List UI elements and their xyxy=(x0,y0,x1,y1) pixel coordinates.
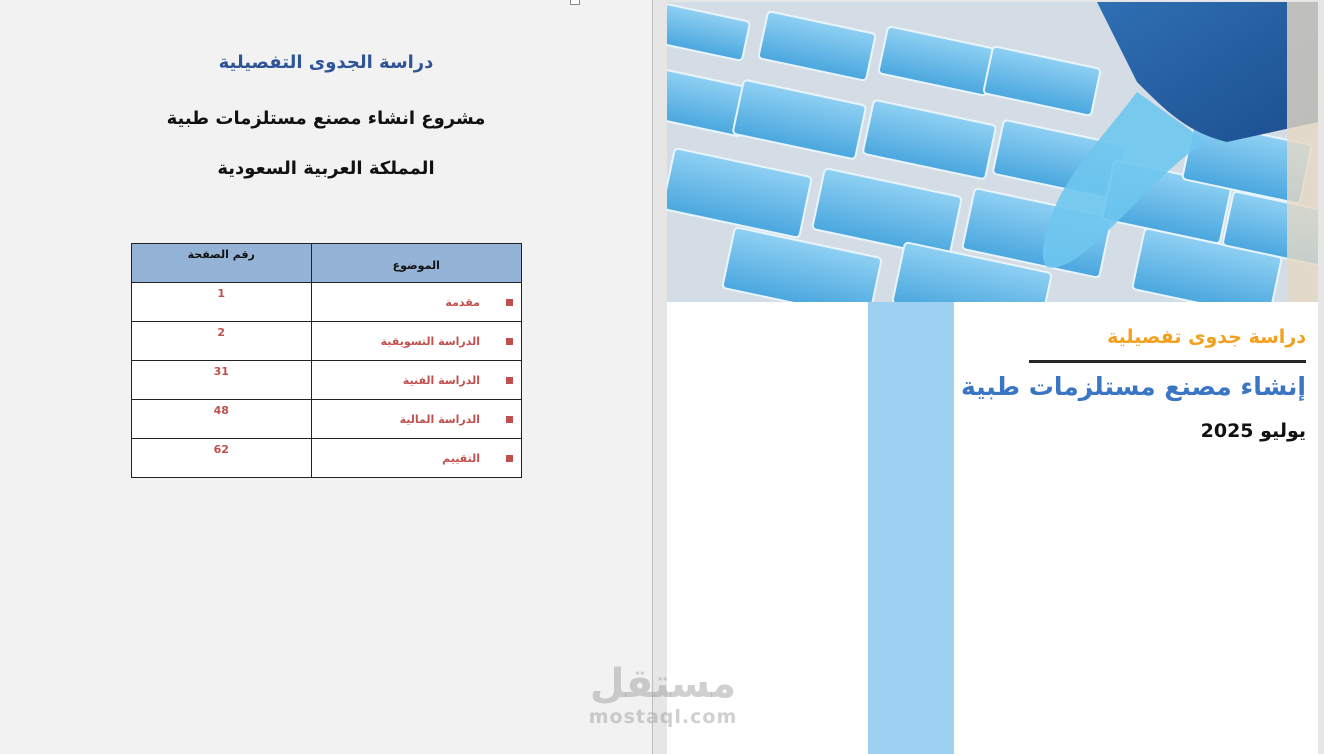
resize-handle[interactable] xyxy=(570,0,580,5)
table-of-contents xyxy=(131,243,522,478)
toc-topic-label: التقييم xyxy=(442,451,480,465)
table-row xyxy=(132,322,522,361)
square-bullet-icon xyxy=(506,416,513,423)
square-bullet-icon xyxy=(506,455,513,462)
table-row xyxy=(132,361,522,400)
left-page xyxy=(0,0,653,754)
watermark-logo-latin: mostaql.com xyxy=(588,706,738,728)
cover-kicker: دراسة جدوى تفصيلية xyxy=(1107,326,1306,348)
toc-page-number: 2 xyxy=(132,322,312,361)
toc-topic xyxy=(311,439,521,478)
toc-topic xyxy=(311,361,521,400)
medical-masks-photo xyxy=(667,2,1318,302)
toc-topic-label: مقدمة xyxy=(445,295,480,309)
toc-topic xyxy=(311,322,521,361)
accent-band xyxy=(868,302,954,754)
square-bullet-icon xyxy=(506,338,513,345)
toc-header-page-number: رقم الصفحة xyxy=(132,244,312,283)
cover-date: يوليو 2025 xyxy=(1200,420,1306,442)
table-row xyxy=(132,283,522,322)
toc-topic xyxy=(311,283,521,322)
watermark-logo-arabic: مستقل xyxy=(589,661,737,707)
toc-topic-label: الدراسة المالية xyxy=(399,412,480,426)
project-subtitle: مشروع انشاء مصنع مستلزمات طبية xyxy=(166,108,486,129)
divider xyxy=(1029,360,1306,363)
toc-page-number: 48 xyxy=(132,400,312,439)
page-title: دراسة الجدوى التفصيلية xyxy=(218,52,434,73)
toc-header-topic: الموضوع xyxy=(311,244,521,283)
toc-topic-label: الدراسة التسويقية xyxy=(380,334,480,348)
country-label: المملكة العربية السعودية xyxy=(217,158,435,179)
toc-topic xyxy=(311,400,521,439)
square-bullet-icon xyxy=(506,377,513,384)
medical-masks-production-icon xyxy=(667,2,1318,302)
toc-page-number: 62 xyxy=(132,439,312,478)
table-row xyxy=(132,400,522,439)
toc-page-number: 1 xyxy=(132,283,312,322)
toc-topic-label: الدراسة الفنية xyxy=(402,373,480,387)
cover-page xyxy=(667,2,1318,754)
toc-page-number: 31 xyxy=(132,361,312,400)
cover-title: إنشاء مصنع مستلزمات طبية xyxy=(960,372,1306,401)
square-bullet-icon xyxy=(506,299,513,306)
table-row xyxy=(132,439,522,478)
